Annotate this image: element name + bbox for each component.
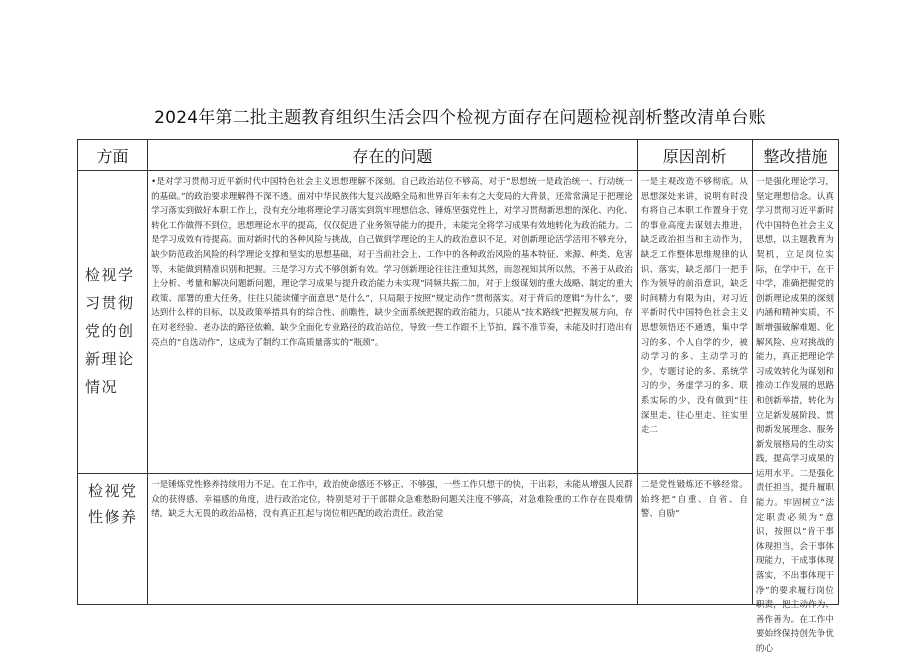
problems-text: 一是锤炼党性修养持续用力不足。在工作中，政治使命感还不够正、不够强，一些工作只想干的快，干出彩，未能从增强人民群众的获得感、幸福感的角度，进行政治定位，特别是对于干部群众急难愁盼问题关注度不够高，对急难险重的工作存在畏难情绪，缺乏大无畏的政治品格，没有真正扛起与岗位相匹配的政治责任。政治觉 — [151, 480, 633, 520]
problems-cell — [148, 474, 638, 605]
table-row — [78, 171, 839, 474]
aspect-cell — [78, 474, 148, 605]
problems-cell — [148, 171, 638, 474]
header-problems: 存在的问题 — [148, 140, 638, 171]
header-causes: 原因剖析 — [637, 140, 752, 171]
rectification-ledger-table — [77, 139, 839, 654]
causes-cell — [637, 171, 752, 474]
document-title: 2024年第二批主题教育组织生活会四个检视方面存在问题检视剖析整改清单台账 — [154, 108, 766, 128]
problems-text: •是对学习贯彻习近平新时代中国特色社会主义思想理解不深刻。自己政治站位不够高，对于“思想统一是政治统一、行动统一的基础。”的政治要求理解得不深不透。面对中华民族伟大复兴战略全局和世界百年未有之大变局的大背景，还常常满足于把理论学习落实到做好本职工作上，没有充分地将理论学习落实到筑牢理想信念、锤炼坚强党性上，对学习贯彻新思想的深化、内化、转化工作做得不到位，思想理论水平的提高，仅仅促进了业务领导能力的提升，未能完全将学习成果有效地转化为政治能力。二是学习成效有待提高。面对新时代的各种风险与挑战，自己做到学理论的主人的政治意识不足，对创新理论活学活用不够充分，缺少防范政治风险的科学理论支撑和坚实的思想基础，对于当前社会上、工作中的各种政治风险的基本特征、来源、种类、危害等，未能做到精准识别和把握。三是学习方式不够创新有效。学习创新理论往往注重知其然，而忽视知其所以然，不善于从政治上分析、考量和解决问题新问题，理论学习成果与提升政治能力未实现“同频共振二加，对于上级谋划的重大战略、制定的重大政策、部署的重大任务，往往只能读懂字面意思”是什么”，只局限于按照“规定动作”贯彻落实。对于背后的逻辑“为什么”，要达到什么样的目标，以及政策举措具有的综合性、前瞻性，缺少全面系统把握的政治能力，只能从“技术路线”把握发展方向，存在对老经验、老办法的路径依赖，缺少全面化专业路径的政治站位，导致一些工作跟不上节拍，踩不准节奏，未能及时打造出有亮点的“自选动作”，这成为了制约工作高质量落实的“瓶颈”。 — [151, 177, 633, 348]
header-aspect: 方面 — [78, 140, 148, 171]
causes-text: 一是主观改造不够彻底。从思想深处来讲，说明有时没有将自己本职工作置身于党的事业高度去谋划去推进，缺乏政治担当和主动作为，缺乏工作整体思维规律的认识、落实，缺乏部门一把手作为领导的前沿意识，缺乏时间精力有限为由，对习近平新时代中国特色社会主义思想领悟还不通透，集中学习的多、个人自学的少，被动学习的多、主动学习的少，专题讨论的多、系统学习的少，务虚学习的多、联系实际的少，没有做到“往深里走、往心里走、往实里走二 — [640, 177, 748, 436]
measures-text: 一是强化理论学习，坚定理想信念。认真学习贯彻习近平新时代中国特色社会主义思想，以主题教育为契机，立足岗位实际，在学中干，在干中学，准确把握党的创新理论成果的深刻内涵和精神实质，不断增强破解难题、化解风险、应对挑战的能力，真正把理论学习成效转化为谋划和推动工作发展的思路和创新举措，转化为立足新发展阶段、贯彻新发展理念、服务新发展格局的生动实践，提高学习成果的运用水平。二是强化责任担当，提升履职能力。牢固树立“法定职责必须为”意识，按照以“肯干事体现担当，会干事体现能力，干成事体现落实，不出事体现干净”的要求履行岗位职责，把主动作为、善作善为。在工作中要始终保持创先争优的心 — [755, 177, 834, 654]
causes-cell — [637, 474, 752, 605]
measures-cell — [752, 171, 838, 654]
causes-text: 二是党性锻炼还不够经常。始终把“自重、自省、自警、自励” — [640, 480, 748, 520]
aspect-cell — [78, 171, 148, 474]
table-header-row — [78, 140, 839, 171]
aspect-label: 检视学习贯彻党的创新理论情况 — [85, 266, 135, 396]
table-row — [78, 474, 839, 605]
aspect-label: 检视党性修养 — [88, 482, 138, 526]
header-measures: 整改措施 — [752, 140, 838, 171]
